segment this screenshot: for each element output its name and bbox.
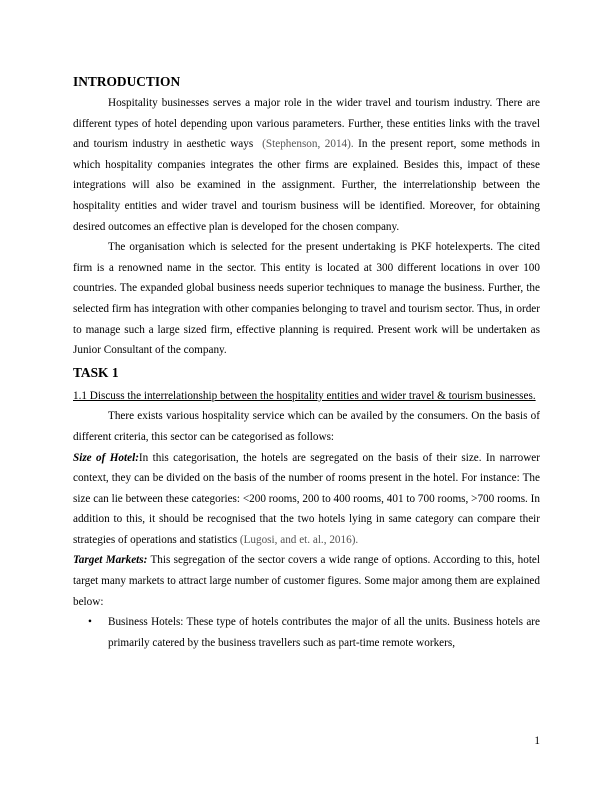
task-heading: TASK 1 [73,364,119,380]
task-paragraph-1: There exists various hospitality service which can be availed by the consumers. On the basis of different criteria, this sector can be categorised as follows: [73,410,540,443]
intro-p1-text: Hospitality businesses serves a major role in the wider travel and tourism industry. There are different types of hotel depending upon various parameters. Further, these entities links with the travel and tourism industry in aesthetic ways [73,97,540,151]
target-markets-paragraph [73,550,540,612]
size-of-hotel-text: In this categorisation, the hotels are segregated on the basis of their size. In narrower context, they can be divided on the basis of the number of rooms present in the hotel. For instance: The size can lie between these categories: <200 rooms, 200 to 400 rooms, 401 to 700 rooms, >700 rooms. In addition to this, it should be recognised that the two hotels lying in same category can compare their strategies of operations and statistics [73,451,540,546]
introduction-heading: INTRODUCTION [73,74,181,89]
target-markets-text: This segregation of the sector covers a wide range of options. According to this, hotel target many markets to attract large number of customer figures. Some major among them are explained below: [73,554,541,608]
size-of-hotel-label: Size of Hotel: [73,451,139,464]
intro-p1-rest: In the present report, some methods in which hospitality companies integrates the other firms are explained. Besides this, impact of these integrations will also be examined in the assignment. Further, the interrelationship between the hospitality entities and wider travel and tourism business will be identified. Moreover, for obtaining desired outcomes an effective plan is developed for the chosen company. [73,138,541,233]
business-hotels-text: Business Hotels: These type of hotels contributes the major of all the units. Business hotels are primarily catered by the business travellers such as part-time remote workers, [108,616,540,649]
intro-paragraph-1 [73,93,540,237]
document-body [73,72,540,653]
target-markets-label: Target Markets: [73,554,148,567]
intro-paragraph-2: The organisation which is selected for the present undertaking is PKF hotelexperts. The cited firm is a renowned name in the sector. This entity is located at 300 different locations in over 100 countries. The expanded global business needs superior techniques to manage the business. Further, the selected firm has integration with other companies belonging to travel and tourism sector. Thus, in order to manage such a large sized firm, effective planning is required. Present work will be undertaken as Junior Consultant of the company. [73,241,540,357]
hotel-types-list [73,612,540,653]
bullet-icon: • [88,616,92,629]
list-item [73,612,540,653]
page-number: 1 [534,735,540,747]
size-of-hotel-paragraph [73,448,540,551]
task-subheading: 1.1 Discuss the interrelationship between the hospitality entities and wider travel & tourism businesses. [73,389,536,402]
citation-stephenson: (Stephenson, 2014). [262,138,354,151]
citation-lugosi: (Lugosi, and et. al., 2016). [239,533,359,546]
